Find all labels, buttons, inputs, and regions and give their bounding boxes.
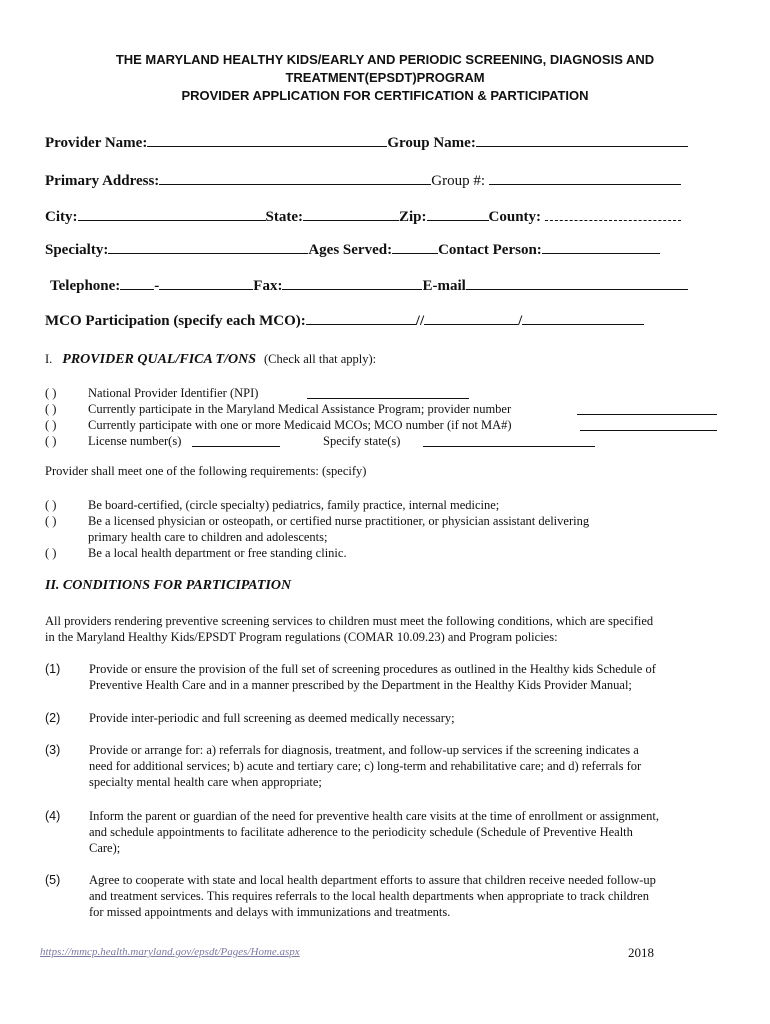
group-name-field[interactable] bbox=[476, 134, 688, 147]
state-field[interactable] bbox=[303, 208, 399, 221]
ma-provider-number-field[interactable] bbox=[577, 402, 717, 415]
email-label: E-mail bbox=[422, 278, 466, 294]
primary-address-field[interactable] bbox=[159, 172, 431, 185]
telephone-area-field[interactable] bbox=[120, 277, 154, 290]
requirement-health-dept bbox=[45, 546, 347, 561]
condition-2-line-1: Provide inter-periodic and full screening as deemed medically necessary; bbox=[89, 711, 455, 725]
telephone-dash: - bbox=[154, 278, 160, 294]
check-license bbox=[45, 434, 401, 449]
requirement-licensed-text-1: Be a licensed physician or osteopath, or certified nurse practitioner, or physician assistant delivering bbox=[88, 514, 590, 528]
mco-separator-3: / bbox=[518, 313, 523, 329]
county-label: County: bbox=[488, 209, 542, 225]
condition-5-line-3: for missed appointments and delays with immunizations and treatments. bbox=[89, 905, 451, 919]
section-2-intro-2: in the Maryland Healthy Kids/EPSDT Program regulations (COMAR 10.09.23) and Program policies: bbox=[45, 630, 558, 644]
group-name-label: Group Name: bbox=[387, 135, 476, 151]
requirement-intro: Provider shall meet one of the following requirements: (specify) bbox=[45, 464, 367, 478]
city-row bbox=[45, 208, 681, 226]
condition-3-line-2: need for additional services; b) acute and tertiary care; c) long-term and rehabilitative care; and d) referrals for bbox=[89, 759, 642, 773]
npi-field[interactable] bbox=[307, 386, 469, 399]
mco-number-field[interactable] bbox=[580, 418, 717, 431]
section-2-intro-1: All providers rendering preventive screening services to children must meet the following conditions, which are specified bbox=[45, 614, 654, 628]
condition-5-number: (5) bbox=[45, 873, 61, 887]
provider-name-field[interactable] bbox=[147, 134, 387, 147]
condition-1-line-1: Provide or ensure the provision of the full set of screening procedures as outlined in the Healthy kids Schedule of bbox=[89, 662, 656, 676]
requirement-health-dept-text: Be a local health department or free standing clinic. bbox=[88, 546, 347, 560]
group-number-label: Group #: bbox=[431, 173, 486, 189]
telephone-row bbox=[50, 277, 688, 295]
condition-4-line-3: Care); bbox=[89, 841, 121, 855]
telephone-label: Telephone: bbox=[50, 278, 121, 294]
zip-label: Zip: bbox=[399, 209, 427, 225]
ages-served-label: Ages Served: bbox=[308, 242, 393, 258]
contact-person-field[interactable] bbox=[542, 241, 660, 254]
check-mco-number bbox=[45, 418, 512, 433]
checkbox-license[interactable]: ( ) bbox=[45, 434, 57, 448]
mco-field-3[interactable] bbox=[522, 312, 644, 325]
condition-4-line-2: and schedule appointments to facilitate adherence to the periodicity schedule (Schedule of Preventive Health bbox=[89, 825, 633, 839]
requirement-board-certified-text: Be board-certified, (circle specialty) pediatrics, family practice, internal medicine; bbox=[88, 498, 500, 512]
section-2-heading: II. CONDITIONS FOR PARTICIPATION bbox=[45, 578, 292, 593]
condition-4-line-1: Inform the parent or guardian of the need for preventive health care visits at the time of enrollment or assignment, bbox=[89, 809, 659, 823]
specialty-label: Specialty: bbox=[45, 242, 109, 258]
contact-person-label: Contact Person: bbox=[438, 242, 542, 258]
title-line-2: TREATMENT(EPSDT)PROGRAM bbox=[285, 70, 485, 85]
county-field[interactable] bbox=[545, 208, 681, 221]
primary-address-label: Primary Address: bbox=[45, 173, 160, 189]
checkbox-mco-number[interactable]: ( ) bbox=[45, 418, 57, 432]
mco-separator-2: / bbox=[419, 313, 425, 329]
address-row bbox=[45, 172, 681, 190]
mco-separator-1: / bbox=[415, 313, 420, 329]
checkbox-npi[interactable]: ( ) bbox=[45, 386, 57, 400]
requirement-licensed bbox=[45, 514, 590, 544]
condition-5-line-2: and treatment services. This requires referrals to the local health departments when appropriate to track children bbox=[89, 889, 649, 903]
check-mco-number-label: Currently participate with one or more Medicaid MCOs; MCO number (if not MA#) bbox=[88, 418, 512, 432]
checkbox-health-dept[interactable]: ( ) bbox=[45, 546, 57, 560]
telephone-number-field[interactable] bbox=[159, 277, 253, 290]
section-1-title: PROVIDER QUAL/FICA T/ONS bbox=[62, 352, 257, 367]
section-1-numeral: I. bbox=[45, 352, 53, 366]
specialty-row bbox=[45, 241, 660, 259]
section-1-note: (Check all that apply): bbox=[264, 352, 377, 366]
condition-3-line-1: Provide or arrange for: a) referrals for diagnosis, treatment, and follow-up services if the screening indicates a bbox=[89, 743, 639, 757]
provider-name-row bbox=[45, 134, 688, 152]
check-npi bbox=[45, 386, 259, 401]
title-line-3: PROVIDER APPLICATION FOR CERTIFICATION & PARTICIPATION bbox=[181, 88, 589, 103]
title-line-1: THE MARYLAND HEALTHY KIDS/EARLY AND PERIODIC SCREENING, DIAGNOSIS AND bbox=[115, 52, 655, 67]
condition-1-number: (1) bbox=[45, 662, 61, 676]
city-field[interactable] bbox=[78, 208, 266, 221]
footer-year: 2018 bbox=[628, 945, 654, 960]
specify-state-field[interactable] bbox=[423, 434, 595, 447]
requirement-board-certified bbox=[45, 498, 500, 513]
mco-label: MCO Participation (specify each MCO): bbox=[45, 313, 306, 329]
provider-name-label: Provider Name: bbox=[45, 135, 148, 151]
fax-field[interactable] bbox=[282, 277, 422, 290]
checkbox-ma-provider[interactable]: ( ) bbox=[45, 402, 57, 416]
check-ma-provider-label: Currently participate in the Maryland Medical Assistance Program; provider number bbox=[88, 402, 512, 416]
condition-4-number: (4) bbox=[45, 809, 61, 823]
check-npi-label: National Provider Identifier (NPI) bbox=[88, 386, 259, 400]
condition-3-number: (3) bbox=[45, 743, 61, 757]
mco-field-1[interactable] bbox=[306, 312, 416, 325]
fax-label: Fax: bbox=[253, 278, 283, 294]
zip-field[interactable] bbox=[427, 208, 489, 221]
state-label: State: bbox=[265, 209, 303, 225]
requirement-licensed-text-2: primary health care to children and adolescents; bbox=[88, 530, 328, 544]
mco-row bbox=[45, 312, 644, 330]
city-label: City: bbox=[45, 209, 78, 225]
specify-state-label: Specify state(s) bbox=[323, 434, 401, 448]
checkbox-licensed[interactable]: ( ) bbox=[45, 514, 57, 528]
group-number-field[interactable] bbox=[489, 172, 681, 185]
specialty-field[interactable] bbox=[108, 241, 308, 254]
check-ma-provider bbox=[45, 402, 512, 417]
check-license-label: License number(s) bbox=[88, 434, 182, 448]
footer-link[interactable]: https://mmcp.health.maryland.gov/epsdt/Pages/Home.aspx bbox=[40, 946, 300, 958]
email-field[interactable] bbox=[466, 277, 688, 290]
condition-1-line-2: Preventive Health Care and in a manner prescribed by the Department in the Healthy Kids Provider Manual; bbox=[89, 678, 632, 692]
checkbox-board-certified[interactable]: ( ) bbox=[45, 498, 57, 512]
license-number-field[interactable] bbox=[192, 434, 280, 447]
condition-2-number: (2) bbox=[45, 711, 61, 725]
condition-5-line-1: Agree to cooperate with state and local health department efforts to assure that children receive needed follow-up bbox=[89, 873, 656, 887]
mco-field-2[interactable] bbox=[424, 312, 518, 325]
section-1-heading bbox=[45, 350, 376, 368]
ages-served-field[interactable] bbox=[392, 241, 438, 254]
condition-3-line-3: specialty mental health care when appropriate; bbox=[89, 775, 322, 789]
